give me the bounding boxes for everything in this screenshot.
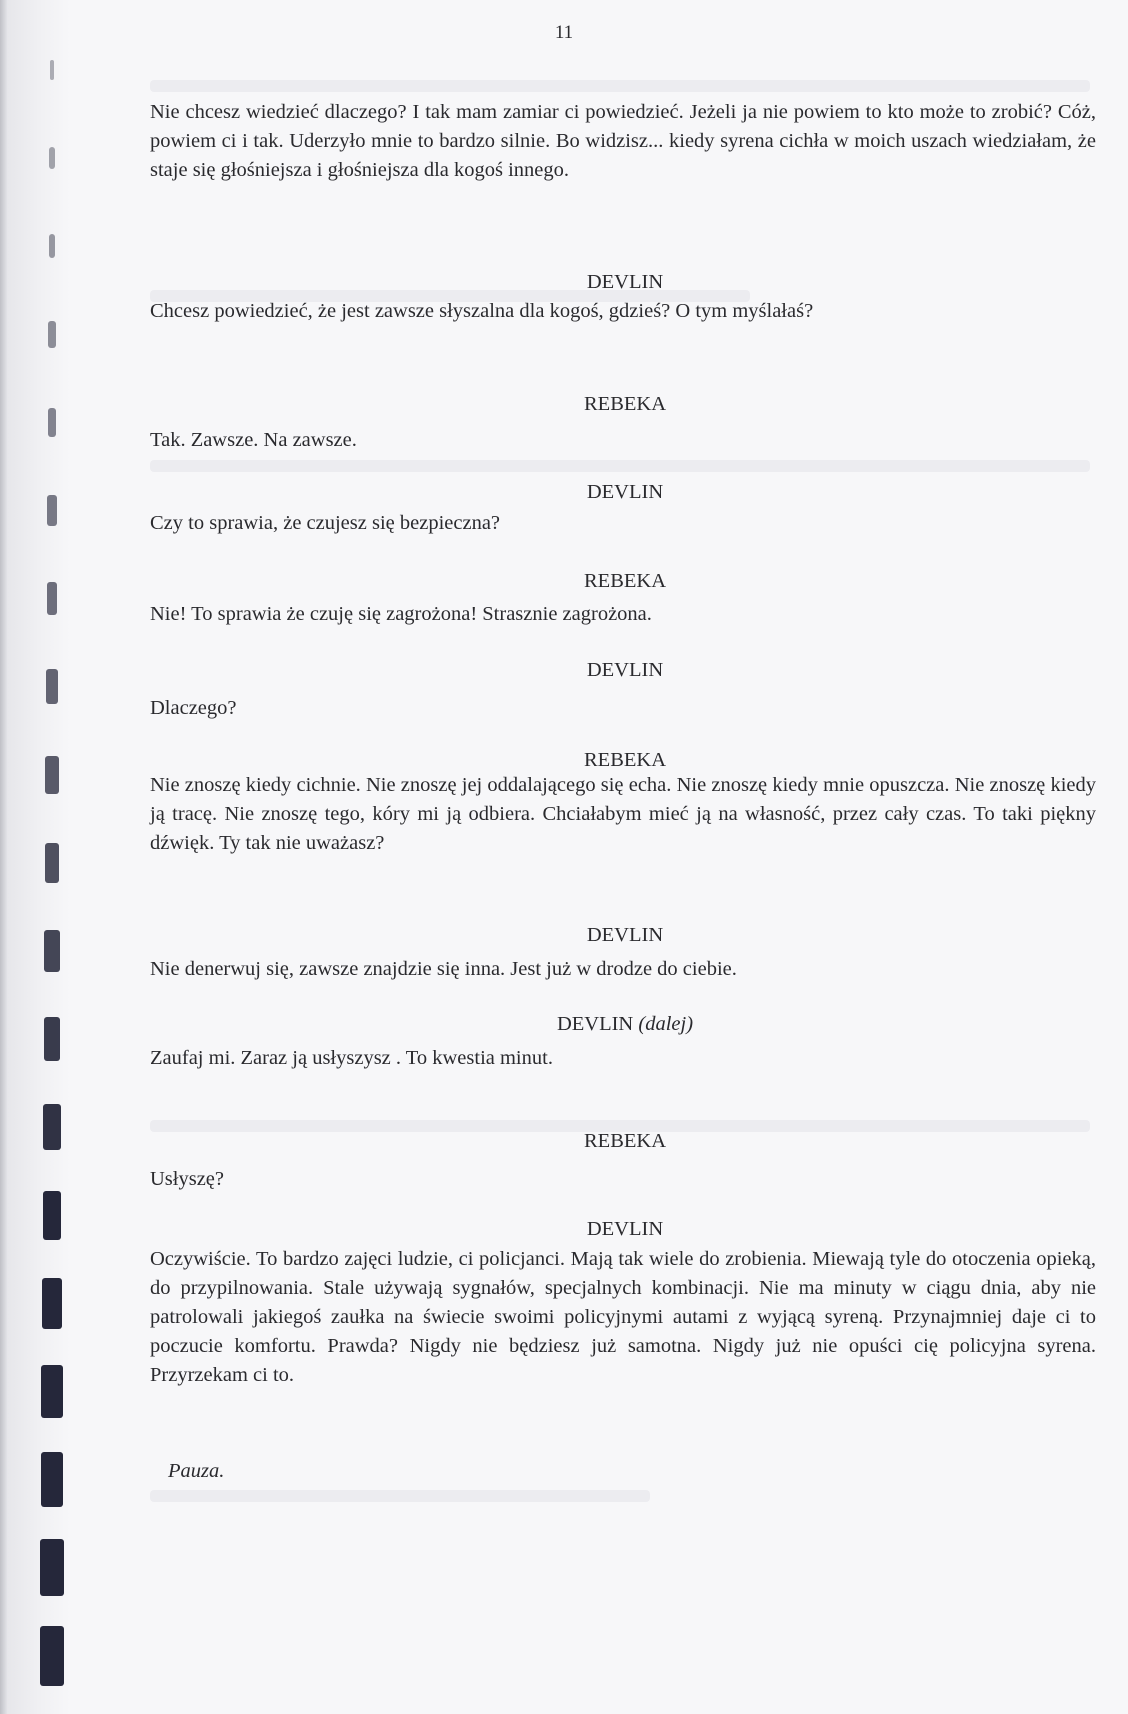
binding-ring	[50, 60, 54, 80]
speaker-name: DEVLIN	[586, 659, 664, 681]
speaker-name: DEVLIN	[556, 1013, 634, 1035]
show-through-line	[150, 460, 1090, 472]
binding-ring	[40, 1539, 64, 1596]
binding-ring	[45, 843, 59, 883]
speaker-name: REBEKA	[584, 1130, 666, 1152]
dialogue-paragraph: Nie znoszę kiedy cichnie. Nie znoszę jej oddalającego się echa. Nie znoszę kiedy mnie opuszcza. Nie znoszę kiedy ją tracę. Nie znoszę tego, kóry mi ją odbiera. Chciałabym mieć ją na własność, przez cały czas. To taki piękny dźwięk. Ty tak nie uważasz?	[150, 774, 1096, 854]
binding-ring	[41, 1452, 63, 1507]
speaker-name: REBEKA	[584, 749, 666, 771]
binding-ring	[49, 147, 54, 169]
binding-ring	[40, 1626, 65, 1686]
dialogue-line: Nie! To sprawia że czuję się zagrożona! Strasznie zagrożona.	[150, 603, 652, 625]
dialogue-paragraph: Oczywiście. To bardzo zajęci ludzie, ci policjanci. Mają tak wiele do zrobienia. Miewają tyle do otoczenia opieką, do przypilnowania. Stale używają sygnałów, specjalnych kombinacji. Nie ma minuty w ciągu dnia, aby nie patrolowali jakiegoś zaułka na świecie swoimi policyjnymi autami z wyjącą syreną. Przynajmniej daje ci to poczucie komfortu. Prawda? Nigdy nie będziesz już samotna. Nigdy już nie opuści cię policyjna syrena. Przyrzekam ci to.	[150, 1248, 1096, 1386]
spine-edge	[0, 0, 8, 1714]
binding-ring	[49, 234, 55, 258]
show-through-line	[150, 1490, 650, 1502]
speaker-name-continued	[0, 1010, 1128, 1039]
dialogue-line: Nie denerwuj się, zawsze znajdzie się inna. Jest już w drodze do ciebie.	[150, 958, 737, 980]
show-through-line	[150, 80, 1090, 92]
speaker-name: REBEKA	[584, 570, 666, 592]
page-number: 11	[554, 22, 574, 43]
speaker-name: DEVLIN	[586, 924, 664, 946]
speaker-name: DEVLIN	[586, 481, 664, 503]
dialogue-line: Usłyszę?	[150, 1168, 225, 1190]
dialogue-line: Czy to sprawia, że czujesz się bezpieczna?	[150, 512, 501, 534]
speaker-extension: (dalej)	[638, 1013, 694, 1035]
speaker-name: REBEKA	[584, 393, 666, 415]
dialogue-line: Chcesz powiedzieć, że jest zawsze słyszalna dla kogoś, gdzieś? O tym myślałaś?	[150, 300, 814, 322]
dialogue-line: Dlaczego?	[150, 697, 237, 719]
stage-direction: Pauza.	[168, 1460, 225, 1482]
speaker-name: DEVLIN	[586, 1218, 664, 1240]
dialogue-line: Tak. Zawsze. Na zawsze.	[150, 429, 357, 451]
speaker-name: DEVLIN	[586, 271, 664, 293]
binding-ring	[48, 321, 55, 348]
dialogue-paragraph: Nie chcesz wiedzieć dlaczego? I tak mam zamiar ci powiedzieć. Jeżeli ja nie powiem to kto może to zrobić? Cóż, powiem ci i tak. Uderzyło mnie to bardzo silnie. Bo widzisz... kiedy syrena cichła w moich uszach wiedziałam, że staje się głośniejsza i głośniejsza dla kogoś innego.	[150, 101, 1096, 181]
binding-ring	[41, 1365, 62, 1418]
binding-ring	[42, 1278, 62, 1329]
dialogue-line: Zaufaj mi. Zaraz ją usłyszysz . To kwestia minut.	[150, 1047, 553, 1069]
